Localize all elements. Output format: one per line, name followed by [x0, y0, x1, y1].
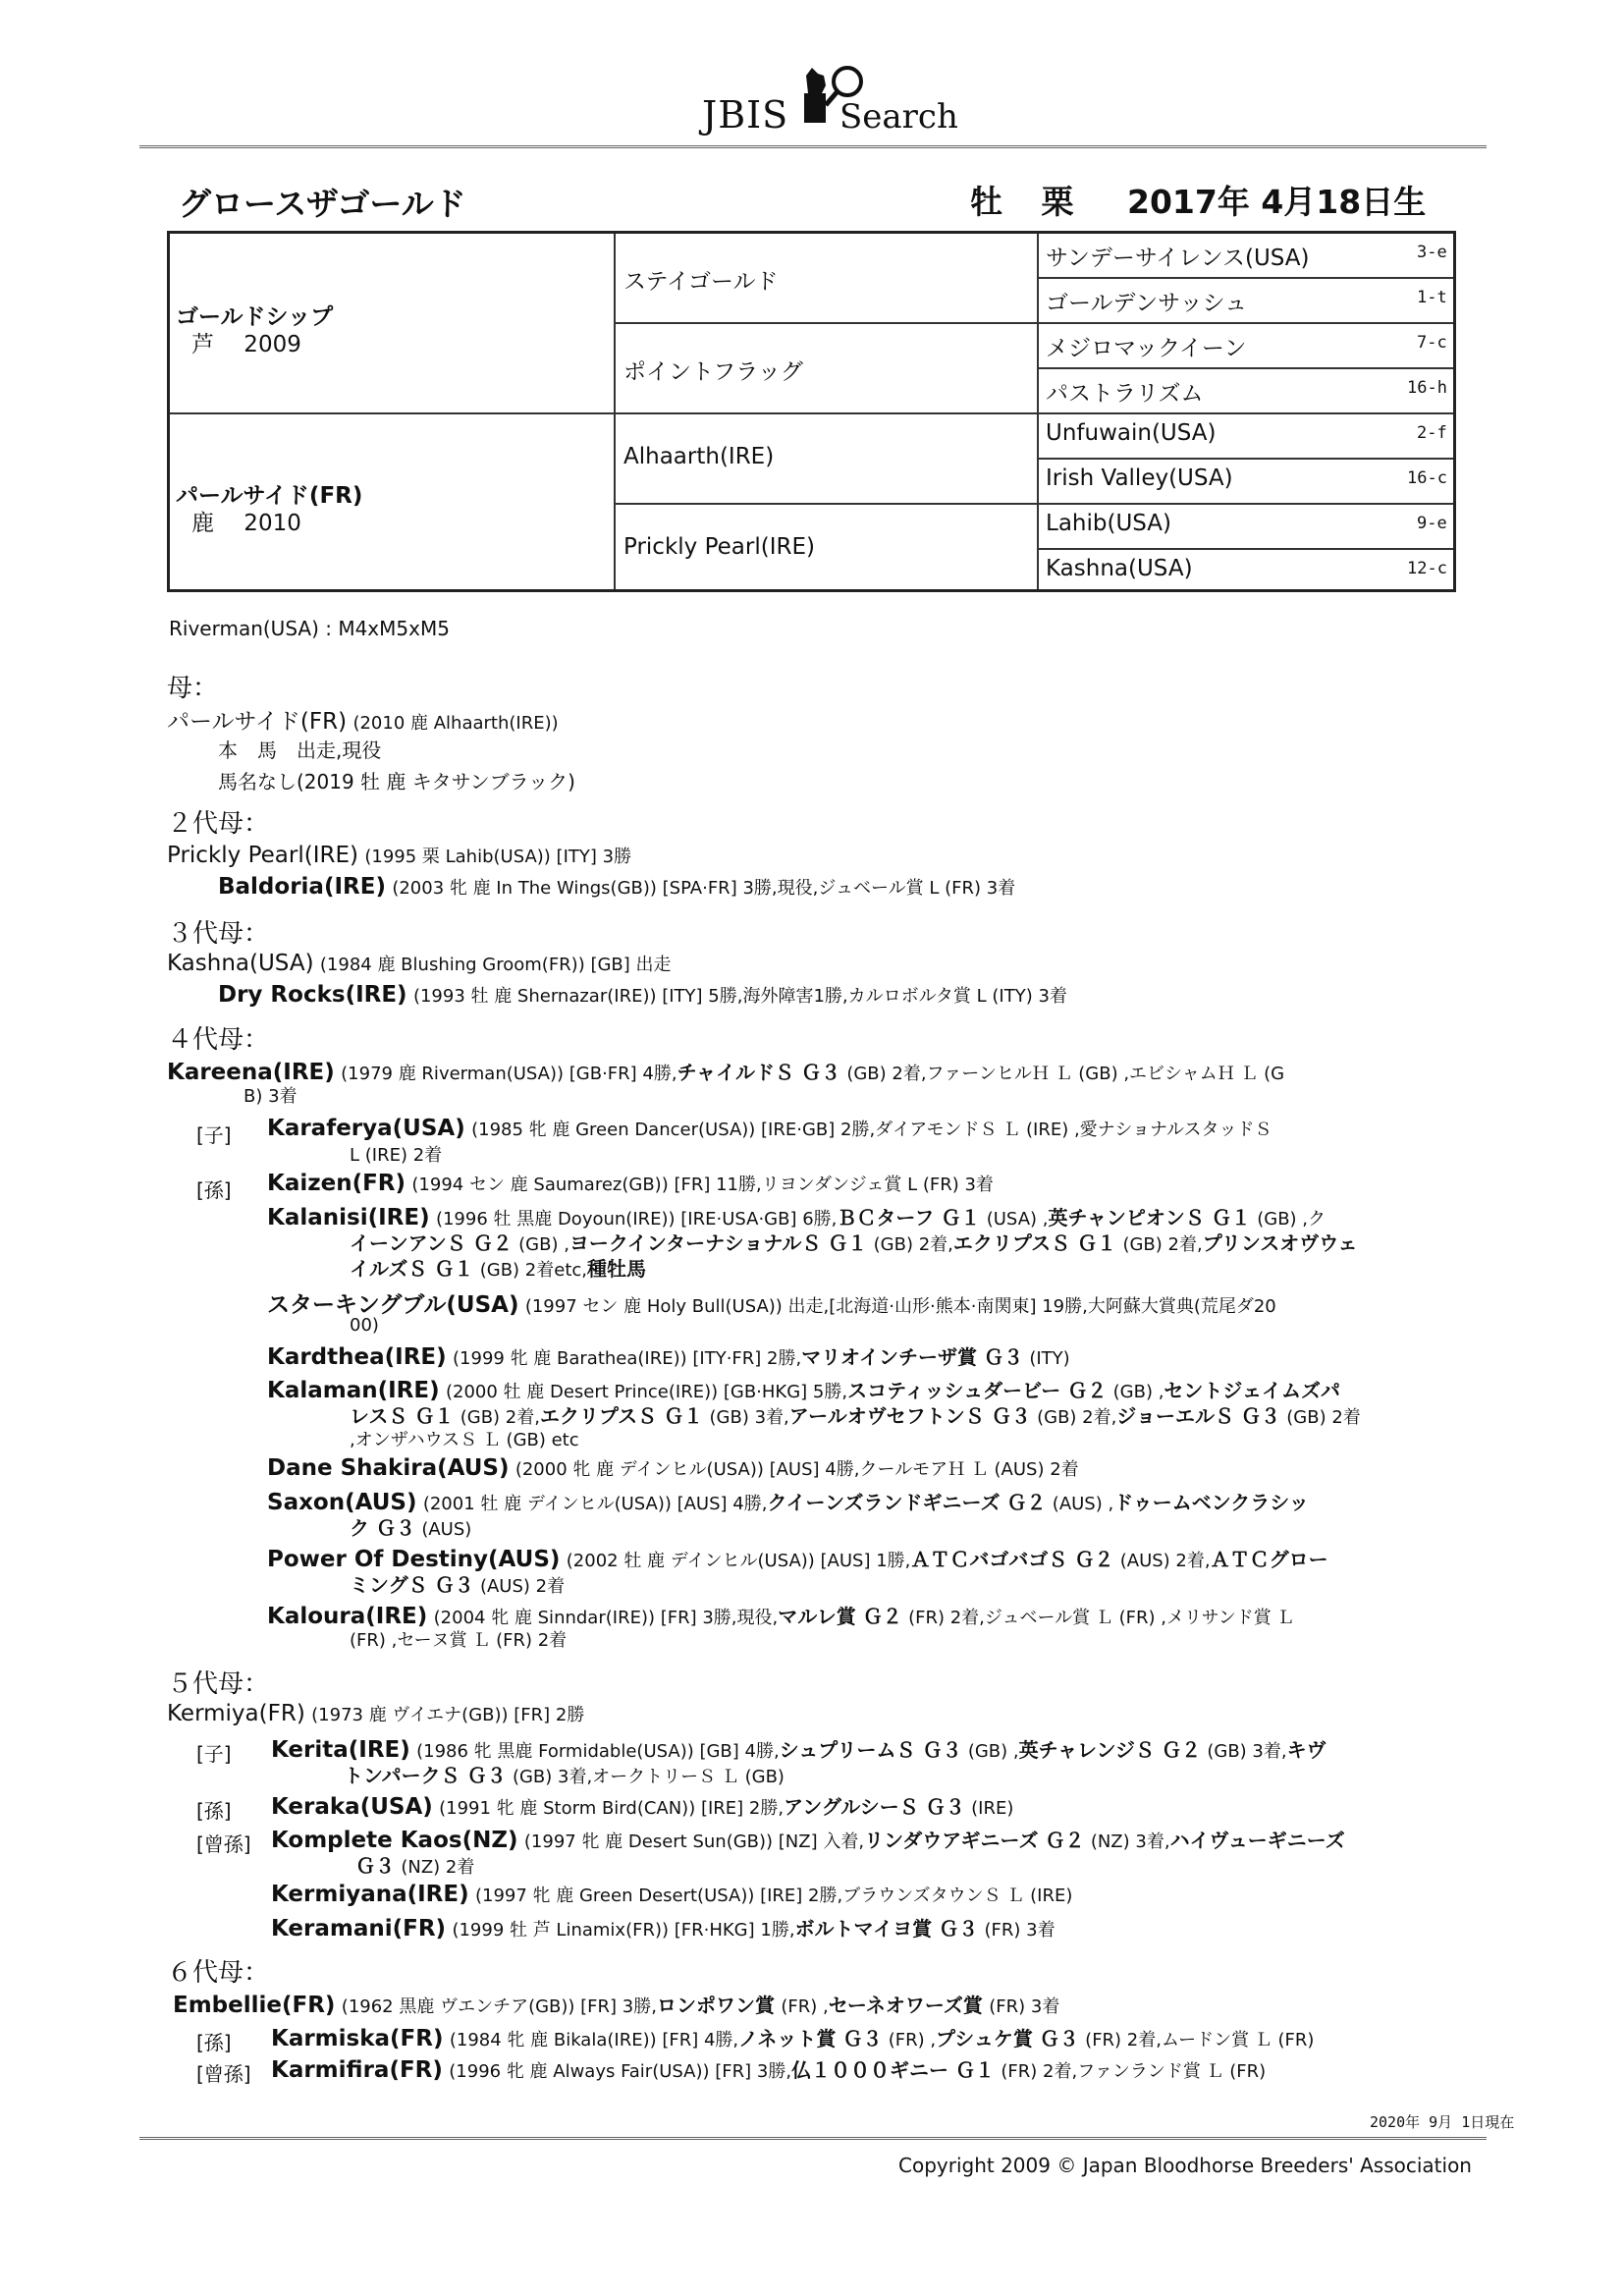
family-text: ミングＳ Ｇ３ [350, 1573, 474, 1597]
pedigree-grid-line [614, 503, 1453, 505]
family-text: クイーンズランドギニーズ Ｇ２ [767, 1491, 1047, 1514]
family-line [271, 1913, 1056, 1941]
family-text: (1993 牡 鹿 Shernazar(IRE)) [ITY] 5勝,海外障害1勝,カルロボルタ賞 L (ITY) 3着 [412, 986, 1067, 1007]
birth-date: 2017年 4月18日生 [1127, 183, 1427, 221]
family-text: Karaferya(USA) [267, 1116, 465, 1141]
family-text: (1973 鹿 ヴイエナ(GB)) [FR] 2勝 [311, 1705, 585, 1725]
family-text: (1986 牝 黒鹿 Formidable(USA)) [GB] 4勝, [416, 1741, 780, 1762]
tag-grandchild: [孫] [196, 1178, 232, 1202]
family-text: (AUS) , [1052, 1494, 1114, 1514]
family-text: Keraka(USA) [271, 1794, 433, 1820]
family-text: ノネット賞 Ｇ３ [738, 2027, 883, 2050]
family-text: (GB) 3着, [709, 1407, 789, 1428]
copyright: Copyright 2009 © Japan Bloodhorse Breeders' Association [898, 2154, 1472, 2177]
family-text: (AUS) 2着 [479, 1576, 566, 1597]
family-text: Komplete Kaos(NZ) [271, 1828, 518, 1853]
family-number-2: 1-t [1417, 288, 1447, 307]
family-text: (1985 牝 鹿 Green Dancer(USA)) [IRE·GB] 2勝,ダイアモンドＳ Ｌ (IRE) ,愛ナショナルスタッドＳ [471, 1120, 1272, 1140]
family-text: Karmiska(FR) [271, 2026, 444, 2051]
family-line [350, 1569, 565, 1598]
family-line [173, 1990, 1059, 2018]
family-number-7: 9-e [1417, 514, 1447, 533]
section-dam: 母： [167, 674, 219, 703]
pedigree-grid-line [1037, 458, 1453, 460]
family-text: キヴ [1286, 1738, 1326, 1762]
family-text: (GB) , [518, 1234, 569, 1255]
family-text: Prickly Pearl(IRE) [167, 843, 358, 868]
family-text: 仏１０００ギニー Ｇ１ [791, 2058, 996, 2082]
family-text: (GB) 3着,オークトリーＳ Ｌ (GB) [512, 1767, 785, 1787]
family-text: (2010 鹿 Alhaarth(IRE)) [352, 713, 559, 734]
footer-rule [139, 2137, 1487, 2140]
family-text: (1996 牝 鹿 Always Fair(USA)) [FR] 3勝, [449, 2061, 792, 2082]
family-text: (1984 鹿 Blushing Groom(FR)) [GB] 出走 [319, 955, 672, 975]
family-text: (GB) 2着, [1122, 1234, 1203, 1255]
family-line [350, 1512, 471, 1541]
family-text: (2004 牝 鹿 Sinndar(IRE)) [FR] 3勝,現役, [433, 1608, 779, 1628]
family-text: (1994 セン 鹿 Saumarez(GB)) [FR] 11勝,リヨンダンジェ賞 L (FR) 3着 [411, 1175, 994, 1195]
family-text: 種牡馬 [587, 1257, 646, 1281]
family-text: Kalanisi(IRE) [267, 1205, 430, 1230]
family-text: チャイルドＳ Ｇ３ [677, 1061, 840, 1084]
section-5th-dam: ５代母： [167, 1669, 270, 1699]
family-line [344, 1760, 785, 1788]
family-text: (GB) 2着etc, [479, 1260, 587, 1281]
family-line [167, 1057, 1284, 1085]
pedigree-table [167, 231, 1456, 592]
family-text: ドゥームベンクラシッ [1113, 1491, 1309, 1514]
family-text: 英チャレンジＳ Ｇ２ [1018, 1738, 1201, 1762]
header-rule [139, 145, 1487, 148]
family-text: ハイヴューギニーズ [1169, 1829, 1345, 1852]
pedigree-grid-line [614, 234, 616, 589]
family-text: 00) [350, 1315, 379, 1336]
family-line [167, 1701, 584, 1726]
family-text: Kalaman(IRE) [267, 1378, 440, 1403]
family-text: (2000 牝 鹿 デインヒル(USA)) [AUS] 4勝,クールモアＨ Ｌ (AUS) 2着 [514, 1459, 1079, 1480]
family-line [267, 1341, 1070, 1370]
section-4th-dam: ４代母： [167, 1025, 270, 1055]
family-line [267, 1202, 1326, 1230]
dam-name: パールサイド(FR) [176, 483, 363, 509]
family-line [350, 1253, 646, 1282]
pedigree-grid-line [1037, 548, 1453, 550]
family-text: (ITY) [1029, 1348, 1070, 1369]
family-text: (FR) 2着,ムードン賞 Ｌ (FR) [1085, 2030, 1315, 2050]
great-grandparent-2: ゴールデンサッシュ [1046, 291, 1248, 316]
family-text: イーンアンＳ Ｇ２ [350, 1231, 513, 1255]
family-line [267, 1487, 1309, 1515]
family-text: Ｇ３ [355, 1854, 395, 1878]
family-text: Kerita(IRE) [271, 1737, 410, 1763]
great-grandparent-4: パストラリズム [1046, 381, 1204, 407]
family-line [267, 1455, 1079, 1481]
family-text: アングルシーＳ Ｇ３ [784, 1795, 965, 1819]
family-text: セントジェイムズパ [1164, 1379, 1341, 1402]
family-text: (FR) ,セーヌ賞 Ｌ (FR) 2着 [350, 1630, 568, 1651]
family-text: (GB) , [967, 1741, 1019, 1762]
family-text: (AUS) 2着, [1119, 1551, 1211, 1571]
family-text: レスＳ Ｇ１ [350, 1404, 455, 1428]
family-text: Kaloura(IRE) [267, 1604, 428, 1629]
family-text: Baldoria(IRE) [218, 874, 386, 900]
family-line [167, 843, 631, 868]
family-text: ヨークインターナショナルＳ Ｇ１ [568, 1231, 868, 1255]
family-number-1: 3-e [1417, 243, 1447, 262]
family-text: (1991 牝 鹿 Storm Bird(CAN)) [IRE] 2勝, [439, 1798, 785, 1819]
family-line [271, 1882, 1072, 1907]
family-text: Dry Rocks(IRE) [218, 982, 407, 1008]
family-line [350, 1626, 567, 1652]
grandparent-3: Alhaarth(IRE) [623, 444, 775, 469]
family-line [267, 1116, 1272, 1141]
pedigree-grid-line [1037, 234, 1039, 589]
family-text: (2000 牡 鹿 Desert Prince(IRE)) [GB·HKG] 5勝, [445, 1382, 848, 1402]
sire-name: ゴールドシップ [176, 304, 334, 330]
section-3rd-dam: ３代母： [167, 919, 270, 949]
family-line [355, 1850, 474, 1879]
family-line [267, 1544, 1328, 1572]
family-text: ク Ｇ３ [350, 1516, 415, 1540]
family-text: Kareena(IRE) [167, 1060, 335, 1085]
grandparent-4: Prickly Pearl(IRE) [623, 534, 815, 560]
family-number-6: 16-c [1407, 468, 1447, 488]
family-text: (FR) , [781, 1996, 829, 2017]
family-text: Kaizen(FR) [267, 1171, 406, 1196]
logo-search-text: Search [839, 97, 958, 137]
family-text: (USA) , [986, 1209, 1049, 1230]
family-text: (FR) 2着,ジュベール賞 Ｌ (FR) ,メリサンド賞 Ｌ [908, 1608, 1295, 1628]
inbreeding-note: Riverman(USA) : M4xM5xM5 [169, 617, 450, 640]
family-text: トンパークＳ Ｇ３ [344, 1764, 507, 1787]
family-line [271, 2023, 1314, 2051]
family-text: (2001 牡 鹿 デインヒル(USA)) [AUS] 4勝, [422, 1494, 768, 1514]
family-text: (1984 牝 鹿 Bikala(IRE)) [FR] 4勝, [449, 2030, 739, 2050]
family-text: スターキングブル(USA) [267, 1292, 519, 1318]
logo-jbis-text: JBIS [702, 93, 789, 137]
family-text: (2002 牡 鹿 デインヒル(USA)) [AUS] 1勝, [566, 1551, 911, 1571]
tag-great-grandchild: [曾孫] [196, 2062, 251, 2086]
family-text: ,オンザハウスＳ Ｌ (GB) etc [350, 1430, 579, 1450]
family-text: (1995 栗 Lahib(USA)) [ITY] 3勝 [364, 847, 632, 867]
section-6th-dam: ６代母： [167, 1958, 270, 1988]
pedigree-grid-line [614, 322, 1453, 324]
family-text: プシュケ賞 Ｇ３ [936, 2027, 1079, 2050]
family-text: (GB) , [1112, 1382, 1164, 1402]
family-text: (1997 セン 鹿 Holy Bull(USA)) 出走,[北海道·山形·熊本·南関東] 19勝,大阿蘇大賞典(荒尾ダ20 [524, 1296, 1276, 1317]
family-text: エクリプスＳ Ｇ１ [952, 1231, 1117, 1255]
tag-great-grandchild: [曾孫] [196, 1832, 251, 1856]
family-line [271, 1734, 1326, 1763]
family-text: (GB) 2着, [873, 1234, 953, 1255]
family-text: リンダウアギニーズ Ｇ２ [864, 1829, 1085, 1852]
family-text: (NZ) 3着, [1090, 1831, 1170, 1852]
family-text: 本 馬 出走,現役 [218, 738, 382, 762]
as-of-date: 2020年 9月 1日現在 [1370, 2113, 1515, 2131]
family-text: ボルトマイヨ賞 Ｇ３ [794, 1917, 979, 1941]
family-text: (GB) 2着 [1286, 1407, 1361, 1428]
horse-name: グロースザゴールド [179, 185, 466, 223]
family-line [167, 703, 559, 736]
family-text: イルズＳ Ｇ１ [350, 1257, 474, 1281]
family-line [271, 1825, 1345, 1853]
family-text: ＡＴＣグロー [1210, 1548, 1328, 1571]
tag-child: [子] [196, 1123, 232, 1147]
family-text: Kashna(USA) [167, 951, 314, 976]
family-line [218, 766, 575, 794]
family-line [350, 1426, 579, 1451]
family-text: 馬名なし(2019 牡 鹿 キタサンブラック) [218, 770, 575, 793]
jbis-search-logo [702, 54, 958, 137]
family-text: (1999 牡 芦 Linamix(FR)) [FR·HKG] 1勝, [452, 1920, 795, 1941]
family-text: B) 3着 [244, 1086, 298, 1107]
family-text: Keramani(FR) [271, 1916, 447, 1941]
family-number-4: 16-h [1407, 378, 1447, 398]
great-grandparent-3: メジロマックイーン [1046, 336, 1247, 361]
family-text: ジョーエルＳ Ｇ３ [1116, 1404, 1280, 1428]
family-text: (1999 牝 鹿 Barathea(IRE)) [ITY·FR] 2勝, [453, 1348, 802, 1369]
family-line [267, 1286, 1276, 1319]
family-line [271, 1791, 1013, 1820]
family-text: (FR) 2着,ファンランド賞 Ｌ (FR) [1001, 2061, 1267, 2082]
family-text: ロンポワン賞 [656, 1994, 775, 2017]
family-text: (FR) , [888, 2030, 937, 2050]
family-text: マルレ賞 Ｇ２ [778, 1605, 902, 1628]
family-text: Power Of Destiny(AUS) [267, 1547, 561, 1572]
tag-child: [子] [196, 1742, 232, 1766]
family-line [350, 1312, 379, 1336]
section-2nd-dam: ２代母： [167, 809, 270, 839]
family-text: エクリプスＳ Ｇ１ [539, 1404, 704, 1428]
family-text: (GB) 2着, [460, 1407, 540, 1428]
family-text: Karmifira(FR) [271, 2057, 443, 2083]
family-text: パールサイド(FR) [167, 709, 348, 735]
family-text: Embellie(FR) [173, 1993, 336, 2018]
family-line [271, 2054, 1266, 2083]
family-line [267, 1375, 1340, 1403]
family-text: Kermiyana(IRE) [271, 1882, 469, 1907]
family-text: Kardthea(IRE) [267, 1344, 447, 1370]
family-text: 英チャンピオンＳ Ｇ１ [1048, 1206, 1251, 1230]
pedigree-grid-line [1037, 277, 1453, 279]
family-text: (GB) 3着, [1207, 1741, 1287, 1762]
family-text: Kermiya(FR) [167, 1701, 305, 1726]
family-text: (GB) ,ク [1257, 1209, 1326, 1230]
great-grandparent-6: Irish Valley(USA) [1046, 465, 1233, 491]
family-text: スコティッシュダービー Ｇ２ [847, 1379, 1108, 1402]
family-text: ＢＣターフ Ｇ１ [837, 1206, 981, 1230]
family-text: L (IRE) 2着 [350, 1145, 443, 1166]
tag-grandchild: [孫] [196, 1799, 232, 1823]
family-line [167, 951, 672, 976]
family-text: (1997 牝 鹿 Green Desert(USA)) [IRE] 2勝,ブラウンズタウンＳ Ｌ (IRE) [474, 1886, 1073, 1906]
grandparent-1: ステイゴールド [623, 269, 779, 295]
family-line [350, 1141, 442, 1167]
family-text: アールオヴセフトンＳ Ｇ３ [788, 1404, 1031, 1428]
family-text: (2003 牝 鹿 In The Wings(GB)) [SPA·FR] 3勝,現役,ジュベール賞 L (FR) 3着 [392, 878, 1016, 899]
great-grandparent-8: Kashna(USA) [1046, 556, 1193, 581]
family-line [267, 1601, 1294, 1629]
pedigree-grid-line [170, 412, 1453, 414]
family-text: プリンスオヴウェ [1202, 1231, 1358, 1255]
great-grandparent-7: Lahib(USA) [1046, 511, 1172, 536]
great-grandparent-5: Unfuwain(USA) [1046, 420, 1217, 446]
family-text: (AUS) [421, 1519, 472, 1540]
family-line [267, 1171, 994, 1196]
family-text: セーネオワーズ賞 [828, 1994, 983, 2017]
family-text: (GB) 2着, [1037, 1407, 1117, 1428]
family-text: マリオインチーザ賞 Ｇ３ [801, 1345, 1023, 1369]
family-text: (FR) 3着 [989, 1996, 1060, 2017]
family-line [218, 982, 1067, 1008]
family-text: (IRE) [971, 1798, 1014, 1819]
family-line [218, 874, 1015, 900]
family-text: (1979 鹿 Riverman(USA)) [GB·FR] 4勝, [341, 1064, 677, 1084]
pedigree-grid-line [1037, 367, 1453, 369]
family-text: (NZ) 2着 [401, 1857, 475, 1878]
family-number-5: 2-f [1417, 423, 1447, 443]
sex-color: 牡 栗 [970, 183, 1088, 221]
family-line [350, 1400, 1361, 1429]
tag-grandchild: [孫] [196, 2031, 232, 2054]
family-text: (GB) 2着,ファーンヒルＨ Ｌ (GB) ,エビシャムＨ Ｌ (G [846, 1064, 1285, 1084]
family-text: Saxon(AUS) [267, 1490, 417, 1515]
family-number-3: 7-c [1417, 333, 1447, 353]
family-text: (FR) 3着 [984, 1920, 1056, 1941]
grandparent-2: ポイントフラッグ [623, 359, 803, 385]
family-text: (1962 黒鹿 ヴエンチア(GB)) [FR] 3勝, [341, 1996, 657, 2017]
family-line [244, 1082, 298, 1108]
family-line [218, 735, 381, 763]
family-number-8: 12-c [1407, 559, 1447, 578]
family-text: (1997 牝 鹿 Desert Sun(GB)) [NZ] 入着, [523, 1831, 865, 1852]
family-text: シュプリームＳ Ｇ３ [779, 1738, 962, 1762]
great-grandparent-1: サンデーサイレンス(USA) [1046, 246, 1310, 271]
sire-info: 芦 2009 [191, 332, 301, 357]
family-text: (1996 牡 黒鹿 Doyoun(IRE)) [IRE·USA·GB] 6勝, [435, 1209, 838, 1230]
family-text: ＡＴＣバゴバゴＳ Ｇ２ [910, 1548, 1114, 1571]
family-line [350, 1228, 1358, 1256]
dam-info: 鹿 2010 [191, 511, 301, 536]
family-text: Dane Shakira(AUS) [267, 1455, 510, 1481]
